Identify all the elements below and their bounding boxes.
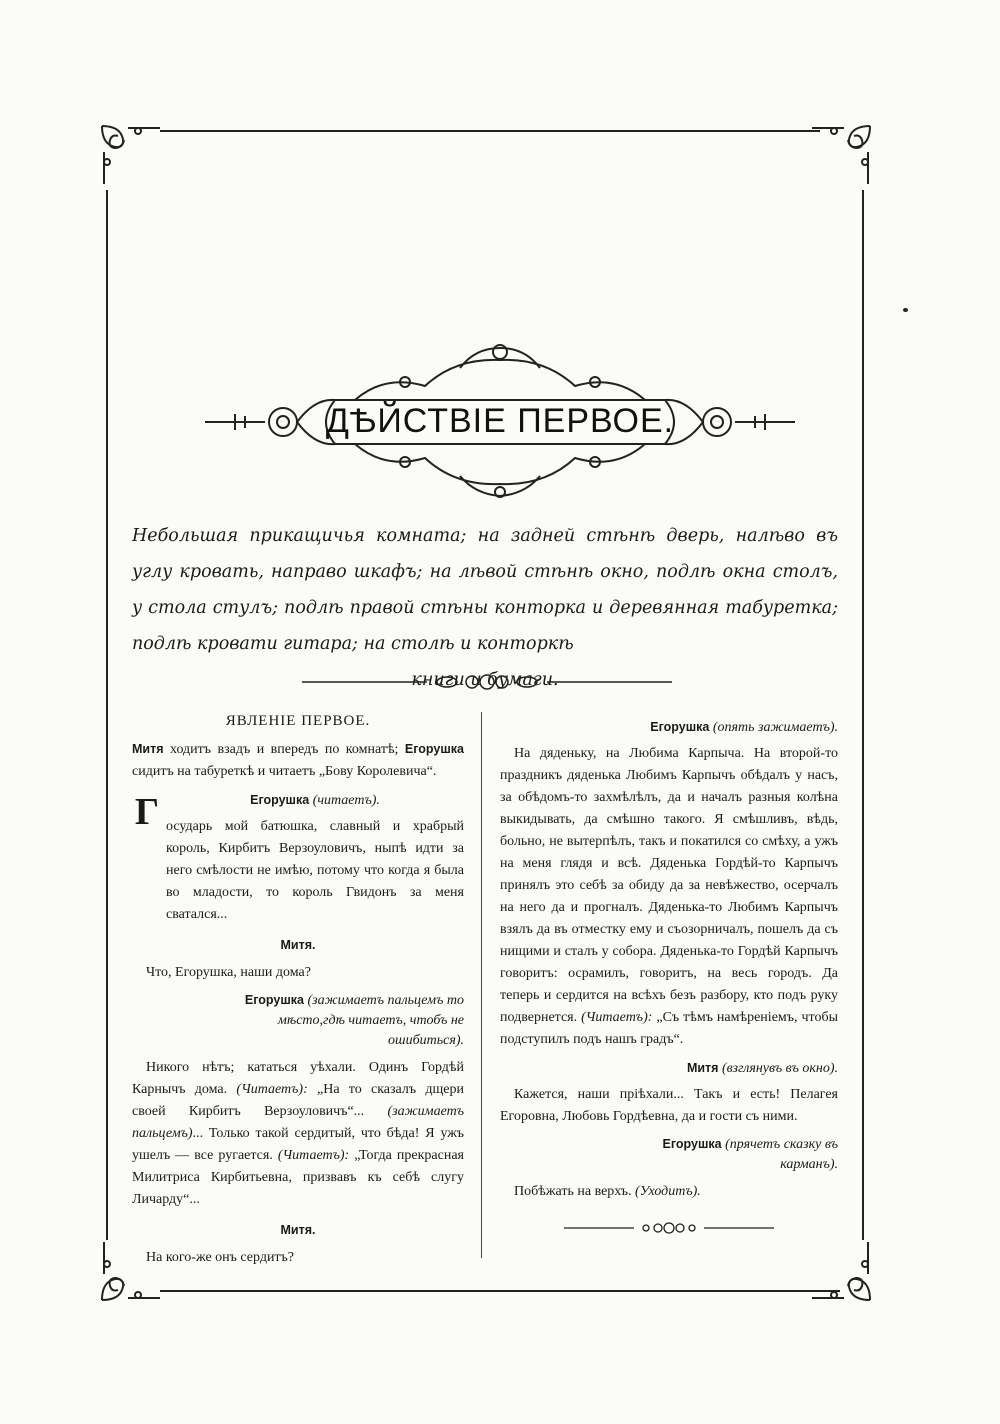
speaker-cue: Митя.: [280, 938, 316, 952]
dialogue-text: „На то сказалъ дщери своей Кирбитъ Верзоуловичъ“...: [132, 1082, 464, 1119]
dropcap-paragraph: [132, 789, 464, 926]
speaker-name: Егорушка: [250, 793, 310, 807]
speaker-cue: [132, 990, 464, 1051]
dialogue-line: [132, 1057, 464, 1211]
remark: (зажимаетъ пальцемъ): [132, 1104, 464, 1141]
stage-direction-text: Небольшая прикащичья комната; на задней стѣнѣ дверь, налѣво въ углу кровать, направо шкафъ; на лѣвой стѣнѣ окно, подлѣ окна столъ, у стола стулъ; подлѣ правой стѣны конторка и деревянная табуретка; подлѣ кровати гитара; на столѣ и конторкѣ: [132, 526, 838, 654]
corner-ornament-bottom-right: [810, 1240, 874, 1304]
remark: (Читаетъ):: [236, 1082, 308, 1097]
remark: (Читаетъ):: [277, 1148, 350, 1163]
left-column: [132, 710, 464, 1269]
remark: (прячетъ сказку въ карманъ).: [721, 1137, 838, 1172]
frame-top-line: [160, 130, 820, 132]
speaker-name: Митя: [132, 742, 164, 756]
remark: (Уходитъ).: [635, 1184, 701, 1199]
dialogue-text: „Тогда прекрасная Милитриса Кирбитьевна, призвавъ къ себѣ слугу Личарду“...: [132, 1148, 464, 1207]
dropcap-letter: Г: [134, 791, 160, 833]
dialogue-line: осударь мой батюшка, славный и храбрый король, Кирбитъ Верзоуловичъ, ныпѣ идти за него смѣлости не имѣю, потому что когда я была во младости, то король Гвидонъ за меня сватался...: [166, 819, 464, 922]
intro-text: сидитъ на табуреткѣ и читаетъ „Бову Королевича“.: [132, 764, 437, 779]
speaker-name: Егорушка: [650, 720, 710, 734]
intro-text: ходитъ взадъ и впередъ по комнатѣ;: [163, 742, 405, 757]
speaker-cue: Митя.: [280, 1223, 316, 1237]
remark: (Читаетъ):: [581, 1010, 653, 1025]
speaker-cue: [166, 789, 464, 812]
act-heading: ДѢЙСТВІЕ ПЕРВОЕ.: [325, 402, 675, 440]
speaker-name: Егорушка: [662, 1137, 722, 1151]
remark: (зажимаетъ пальцемъ то мѣсто,гдѣ читаетъ, чтобъ не ошибиться).: [277, 993, 464, 1048]
remark: (опять зажимаетъ).: [709, 720, 838, 735]
corner-ornament-top-left: [98, 122, 162, 186]
scene-intro: [132, 738, 464, 783]
remark: (взглянувъ въ окно).: [718, 1061, 838, 1076]
stage-direction: [132, 518, 838, 698]
column-divider: [481, 712, 482, 1258]
corner-ornament-top-right: [810, 122, 874, 186]
frame-bottom-line: [160, 1290, 840, 1292]
dialogue-line: [500, 743, 838, 1051]
dialogue-line: Кажется, наши пріѣхали... Такъ и есть! Пелагея Егоровна, Любовь Гордѣевна, да и гости съ ними.: [500, 1087, 838, 1124]
stray-mark: [903, 308, 908, 312]
dialogue-line: [500, 1181, 838, 1203]
dialogue-text: „Съ тѣмъ намѣреніемъ, чтобы подступилъ подъ нашъ градъ“.: [500, 1010, 838, 1047]
speaker-name: Егорушка: [244, 993, 304, 1007]
speaker-name: Егорушка: [404, 742, 464, 756]
right-column: [500, 710, 838, 1235]
section-separator: [302, 672, 672, 692]
dialogue-text: Побѣжать на верхъ.: [514, 1184, 636, 1199]
dialogue-line: На кого-же онъ сердитъ?: [146, 1250, 295, 1265]
speaker-cue: [500, 1057, 838, 1080]
speaker-cue: [500, 1134, 838, 1175]
dialogue-text: На дяденьку, на Любима Карпыча. На второй-то праздникъ дяденька Любимъ Карпычъ обѣдалъ у насъ, за обѣдомъ-то захмѣлѣлъ, да и началъ разныя колѣна выкидывать, да смѣшно такого. Я смѣшливъ, вѣдь, больно, не вытерпѣлъ, такъ и покатился со смѣху, а ужъ на меня глядя и всѣ. Дяденька Гордѣй-то Карпычъ принялъ это себѣ за обиду да за невѣжество, осерчалъ на него да и прогналъ. Дяденька-то Любимъ Карпычъ взялъ да въ отместку ему и съозорничалъ, пошелъ да съ нищими и сталъ у собора. Дяденька-то Гордѣй Карпычъ говоритъ: осрамилъ, говоритъ, на весь городъ. Да теперь и сердится на всѣхъ безъ разбору, кто подъ руку подвернется.: [500, 746, 838, 1025]
stage-direction-last-line: книги и бумаги.: [411, 670, 559, 690]
frame-left-line: [106, 190, 108, 1240]
scene-title: ЯВЛЕНІЕ ПЕРВОЕ.: [225, 713, 371, 729]
dialogue-text: ... Только такой сердитый, что бѣда! Я ужъ ушелъ — все ругается.: [132, 1126, 464, 1163]
remark: (читаетъ).: [309, 793, 380, 808]
speaker-cue: [500, 716, 838, 739]
end-separator: [564, 1221, 774, 1235]
dialogue-line: Что, Егорушка, наши дома?: [146, 965, 311, 980]
speaker-name: Митя: [686, 1061, 719, 1075]
dialogue-text: Никого нѣтъ; кататься уѣхали. Одинъ Гордѣй Карнычъ дома.: [132, 1060, 464, 1097]
frame-right-line: [862, 190, 864, 1240]
act-heading-cartouche: [205, 338, 795, 498]
